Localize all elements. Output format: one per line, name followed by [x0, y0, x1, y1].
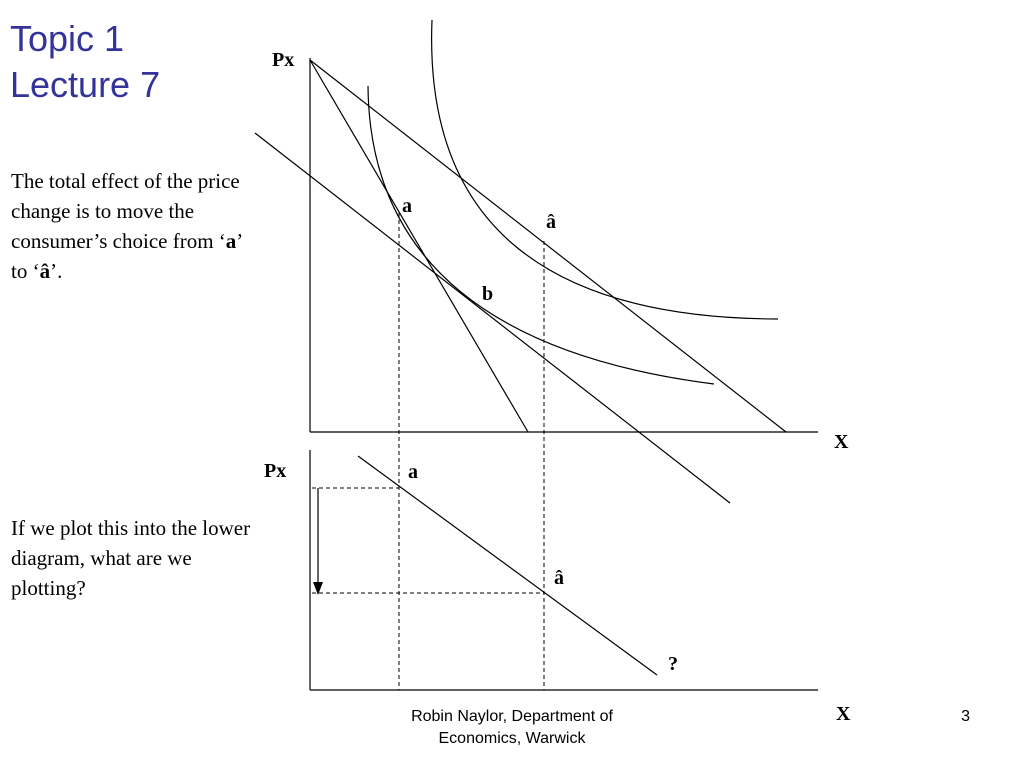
lower-indifference-curve: [368, 86, 714, 384]
upper-point-a-hat-label: â: [546, 211, 556, 233]
upper-point-b-label: b: [482, 283, 494, 305]
para1-bold-a-hat: â: [39, 259, 51, 283]
para1-text-1: The total effect of the price change is to move the consumer’s choice from ‘: [11, 169, 240, 253]
upper-point-a-label: a: [402, 195, 412, 217]
lower-y-axis-label: Px: [264, 460, 287, 482]
demand-curve-question-label: ?: [668, 653, 678, 675]
title-line-2: Lecture 7: [10, 64, 161, 105]
title-line-1: Topic 1: [10, 18, 125, 59]
footer-credit: Robin Naylor, Department of Economics, Warwick: [411, 708, 613, 747]
compensated-budget-line: [255, 133, 730, 503]
page-number: 3: [961, 708, 970, 725]
upper-x-axis-label: X: [834, 431, 849, 453]
lower-point-a-label: a: [408, 461, 418, 483]
para1-text-3: ’.: [50, 259, 63, 283]
original-budget-line: [310, 60, 528, 432]
para1-text-2: ’ to ‘: [11, 229, 242, 283]
lower-x-axis-label: X: [836, 703, 851, 725]
para1-bold-a: a: [225, 229, 237, 253]
demand-curve: [358, 456, 657, 675]
plotting-question-paragraph: If we plot this into the lower diagram, what are we plotting?: [11, 516, 251, 600]
new-budget-line: [310, 60, 786, 432]
lower-point-a-hat-label: â: [554, 567, 564, 589]
upper-y-axis-label: Px: [272, 49, 295, 71]
higher-indifference-curve: [432, 20, 778, 319]
